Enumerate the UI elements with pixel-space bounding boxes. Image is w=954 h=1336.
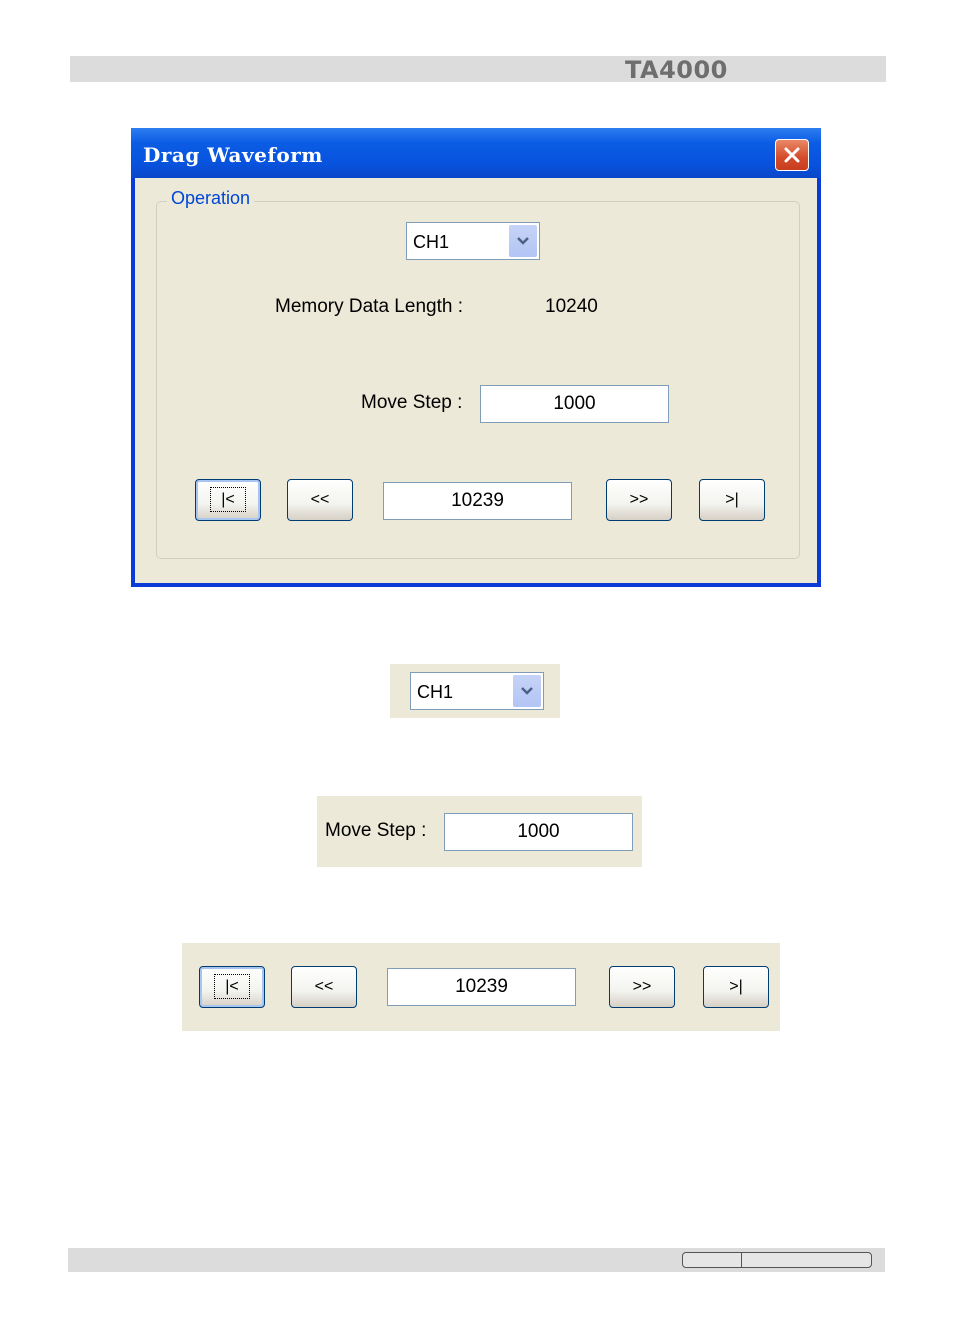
operation-group-label: Operation [167, 188, 254, 209]
chevron-down-icon [520, 686, 534, 696]
next-button[interactable] [606, 479, 672, 521]
first-button-label: |< [211, 488, 245, 511]
channel-select-closeup[interactable] [410, 672, 544, 710]
move-step-crop [317, 796, 642, 867]
page-number-box-left [683, 1253, 742, 1267]
move-step-closeup-label: Move Step : [325, 820, 427, 841]
first-button[interactable] [195, 479, 261, 521]
position-closeup-input[interactable]: 10239 [387, 968, 576, 1006]
page-header-bar [70, 56, 886, 82]
channel-select-value: CH1 [413, 232, 450, 252]
channel-select-closeup-dropdown-button[interactable] [513, 675, 541, 707]
operation-groupbox [156, 188, 800, 559]
first-button-closeup-label: |< [215, 975, 249, 998]
channel-select[interactable] [406, 222, 540, 260]
move-step-label: Move Step : [361, 392, 463, 413]
navigation-buttons-crop [182, 943, 780, 1031]
page-number-box [682, 1252, 872, 1268]
first-button-closeup[interactable] [199, 966, 265, 1008]
previous-button-closeup[interactable] [291, 966, 357, 1008]
next-button-label: >> [629, 491, 649, 508]
channel-select-closeup-value: CH1 [417, 682, 454, 702]
previous-button[interactable] [287, 479, 353, 521]
page-footer-bar [68, 1248, 885, 1272]
close-icon [783, 146, 801, 164]
previous-button-closeup-label: << [314, 978, 334, 995]
last-button-closeup[interactable] [703, 966, 769, 1008]
next-button-closeup-label: >> [632, 978, 652, 995]
dialog-title: Drag Waveform [143, 143, 323, 167]
dialog-client-area [135, 178, 817, 583]
last-button-label: >| [725, 491, 739, 508]
previous-button-label: << [310, 491, 330, 508]
memory-data-length-label: Memory Data Length : [275, 296, 463, 317]
next-button-closeup[interactable] [609, 966, 675, 1008]
position-input[interactable]: 10239 [383, 482, 572, 520]
last-button[interactable] [699, 479, 765, 521]
close-button[interactable] [775, 139, 809, 171]
chevron-down-icon [516, 236, 530, 246]
drag-waveform-dialog [131, 128, 821, 587]
page-header-title: TA4000 [625, 56, 728, 84]
page-number-box-right [742, 1253, 871, 1267]
move-step-input[interactable]: 1000 [480, 385, 669, 423]
channel-select-crop [390, 664, 560, 718]
memory-data-length-value: 10240 [545, 296, 598, 317]
dialog-titlebar [131, 128, 821, 178]
channel-select-dropdown-button[interactable] [509, 225, 537, 257]
last-button-closeup-label: >| [729, 978, 743, 995]
move-step-closeup-input[interactable]: 1000 [444, 813, 633, 851]
